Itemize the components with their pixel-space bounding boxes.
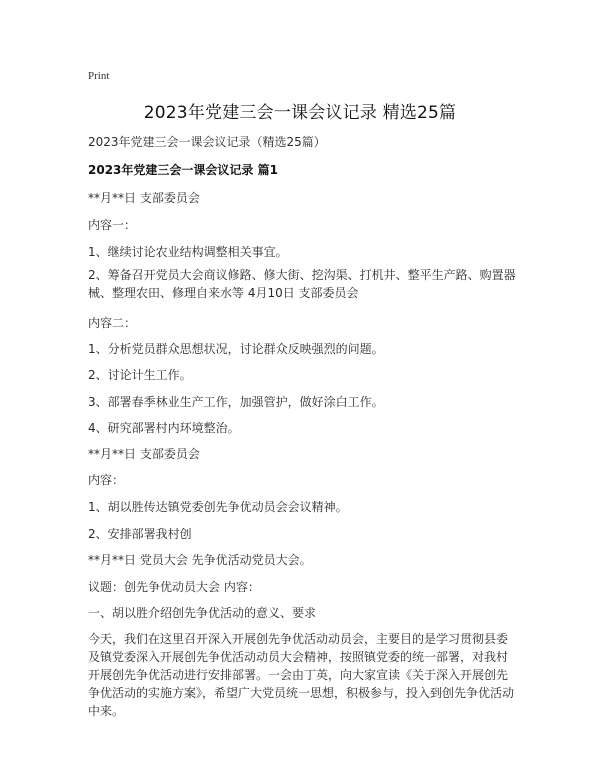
paragraph-agenda: 议题：创先争优动员大会 内容： [88, 580, 260, 594]
document-subtitle: 2023年党建三会一课会议记录（精选25篇） [88, 135, 326, 149]
paragraph-item-2: 2、筹备召开党员大会商议修路、修大街、挖沟渠、打机井、整平生产路、购置器械、整理农田、修理自来水等 4月10日 支部委员会 [88, 268, 516, 300]
paragraph-section-one: 一、胡以胜介绍创先争优活动的意义、要求 [88, 606, 317, 620]
section-heading: 2023年党建三会一课会议记录 篇1 [88, 163, 278, 177]
paragraph-item-family-planning: 2、讨论计生工作。 [88, 368, 192, 382]
paragraph-content-one-label: 内容一： [88, 218, 137, 232]
paragraph-content-label: 内容： [88, 473, 125, 487]
document-title: 2023年党建三会一课会议记录 精选25篇 [143, 103, 457, 123]
paragraph-meeting-date-1: **月**日 支部委员会 [88, 191, 200, 205]
paragraph-meeting-date-2: **月**日 支部委员会 [88, 447, 200, 461]
paragraph-item-1: 1、继续讨论农业结构调整相关事宜。 [88, 245, 288, 259]
paragraph-item-arrangement: 2、安排部署我村创 [88, 527, 192, 541]
paragraph-item-environment: 4、研究部署村内环境整治。 [88, 421, 240, 435]
paragraph-item-analysis: 1、分析党员群众思想状况，讨论群众反映强烈的问题。 [88, 342, 384, 356]
print-label: Print [88, 70, 110, 82]
paragraph-item-forestry: 3、部署春季林业生产工作，加强管护，做好涂白工作。 [88, 395, 384, 409]
paragraph-item-conveying-spirit: 1、胡以胜传达镇党委创先争优动员会会议精神。 [88, 500, 348, 514]
paragraph-content-two-label: 内容二： [88, 316, 137, 330]
paragraph-party-meeting: **月**日 党员大会 先争优活动党员大会。 [88, 553, 312, 567]
paragraph-speech: 今天，我们在这里召开深入开展创先争优活动动员会，主要目的是学习贯彻县委及镇党委深入开展创先争优活动动员大会精神，按照镇党委的统一部署，对我村开展创先争优活动进行安排部署。一会由丁英，向大家宣读《关于深入开展创先争优活动的实施方案》，希望广大党员统一思想，积极参与，投入到创先争优活动中来。 [88, 632, 515, 718]
